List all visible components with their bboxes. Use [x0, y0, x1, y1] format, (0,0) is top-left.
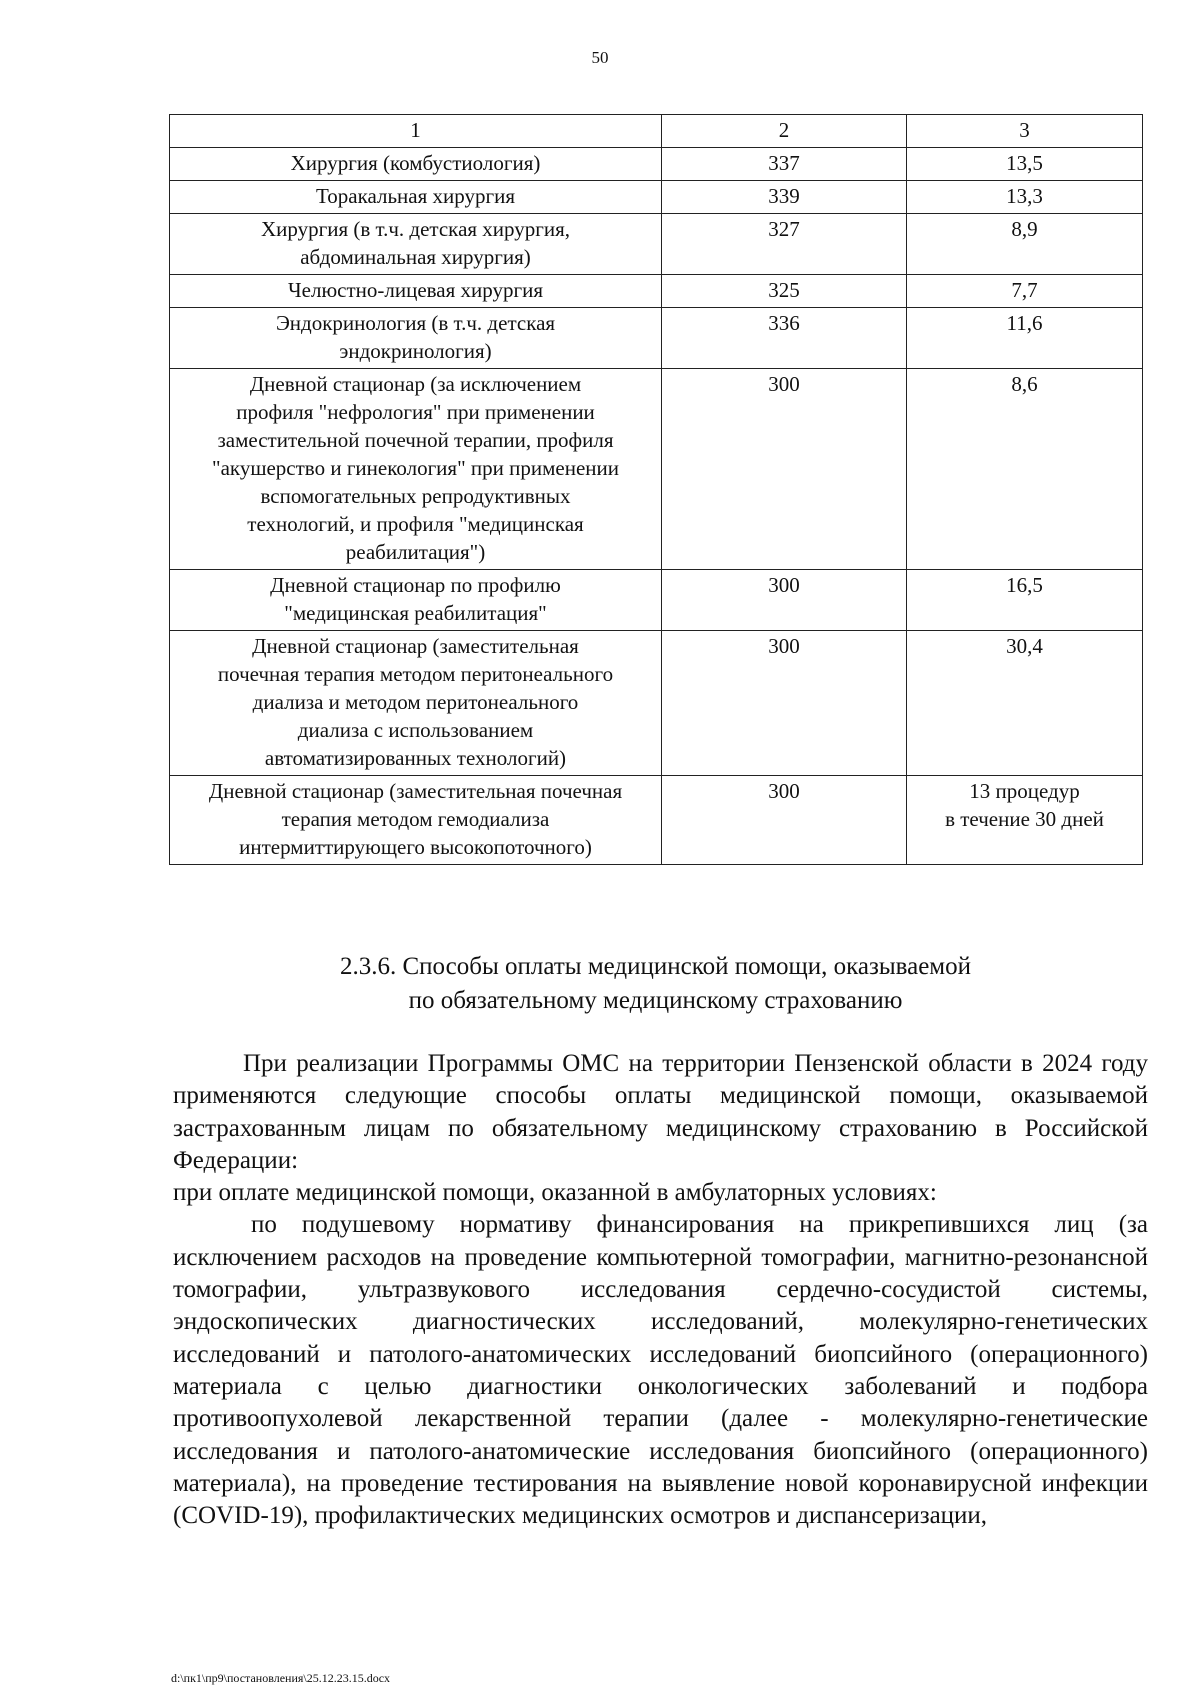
column-3-cell: 8,9 — [907, 214, 1143, 275]
table-header-row — [170, 115, 1143, 148]
column-2-cell: 327 — [662, 214, 907, 275]
table-row — [170, 148, 1143, 181]
profile-cell: Дневной стационар (за исключением профиля "нефрология" при применении заместительной почечной терапии, профиля "акушерство и гинекология" при применении вспомогательных репродуктивных технологий, и профиля "медицинская реабилитация") — [170, 369, 662, 570]
table-row — [170, 308, 1143, 369]
header-cell: 1 — [170, 115, 662, 148]
column-3-cell: 13 процедур в течение 30 дней — [907, 776, 1143, 865]
section-title-line: по обязательному медицинскому страхованию — [408, 987, 903, 1014]
tariff-table — [169, 114, 1143, 865]
profile-cell: Эндокринология (в т.ч. детская эндокринология) — [170, 308, 662, 369]
column-2-cell: 336 — [662, 308, 907, 369]
column-3-cell: 13,5 — [907, 148, 1143, 181]
table-row — [170, 275, 1143, 308]
column-2-cell: 300 — [662, 631, 907, 776]
column-3-cell: 30,4 — [907, 631, 1143, 776]
section-title-line: 2.3.6. Способы оплаты медицинской помощи, оказываемой — [340, 953, 971, 980]
table-row — [170, 369, 1143, 570]
paragraph: при оплате медицинской помощи, оказанной в амбулаторных условиях: — [173, 1179, 937, 1207]
column-3-cell: 11,6 — [907, 308, 1143, 369]
column-3-cell: 7,7 — [907, 275, 1143, 308]
profile-cell: Хирургия (комбустиология) — [170, 148, 662, 181]
column-2-cell: 300 — [662, 570, 907, 631]
profile-cell: Хирургия (в т.ч. детская хирургия, абдоминальная хирургия) — [170, 214, 662, 275]
profile-cell: Дневной стационар (заместительная почечная терапия методом гемодиализа интермиттирующего высокопоточного) — [170, 776, 662, 865]
column-3-cell: 16,5 — [907, 570, 1143, 631]
header-cell: 3 — [907, 115, 1143, 148]
paragraph: по подушевому нормативу финансирования на прикрепившихся лиц (за исключением расходов на проведение компьютерной томографии, магнитно-резонансной томографии, ультразвукового исследования сердечно-сосудистой системы, эндоскопических диагностических исследований, молекулярно-генетических исследований и патолого-анатомических исследований биопсийного (операционного) материала с целью диагностики онкологических заболеваний и подбора противоопухолевой лекарственной терапии (далее - молекулярно-генетические исследования и патолого-анатомические исследования биопсийного (операционного) материала), на проведение тестирования на выявление новой коронавирусной инфекции (COVID-19), профилактических медицинских осмотров и диспансеризации, — [173, 1211, 1148, 1530]
body-text — [173, 1048, 1148, 1532]
column-2-cell: 337 — [662, 148, 907, 181]
page-number: 50 — [591, 48, 609, 67]
column-2-cell: 325 — [662, 275, 907, 308]
profile-cell: Челюстно-лицевая хирургия — [170, 275, 662, 308]
paragraph: При реализации Программы ОМС на территории Пензенской области в 2024 году применяются следующие способы оплаты медицинской помощи, оказываемой застрахованным лицам по обязательному медицинскому страхованию в Российской Федерации: — [173, 1050, 1148, 1174]
table-row — [170, 776, 1143, 865]
column-2-cell: 339 — [662, 181, 907, 214]
header-cell: 2 — [662, 115, 907, 148]
profile-cell: Дневной стационар по профилю "медицинская реабилитация" — [170, 570, 662, 631]
table-row — [170, 214, 1143, 275]
table-row — [170, 570, 1143, 631]
table-row — [170, 631, 1143, 776]
file-path-footer: d:\пк1\пр9\постановления\25.12.23.15.docx — [171, 1671, 391, 1685]
column-2-cell: 300 — [662, 369, 907, 570]
column-2-cell: 300 — [662, 776, 907, 865]
profile-cell: Торакальная хирургия — [170, 181, 662, 214]
column-3-cell: 8,6 — [907, 369, 1143, 570]
table-row — [170, 181, 1143, 214]
column-3-cell: 13,3 — [907, 181, 1143, 214]
section-title — [169, 950, 1142, 1018]
profile-cell: Дневной стационар (заместительная почечная терапия методом перитонеального диализа и методом перитонеального диализа с использованием автоматизированных технологий) — [170, 631, 662, 776]
